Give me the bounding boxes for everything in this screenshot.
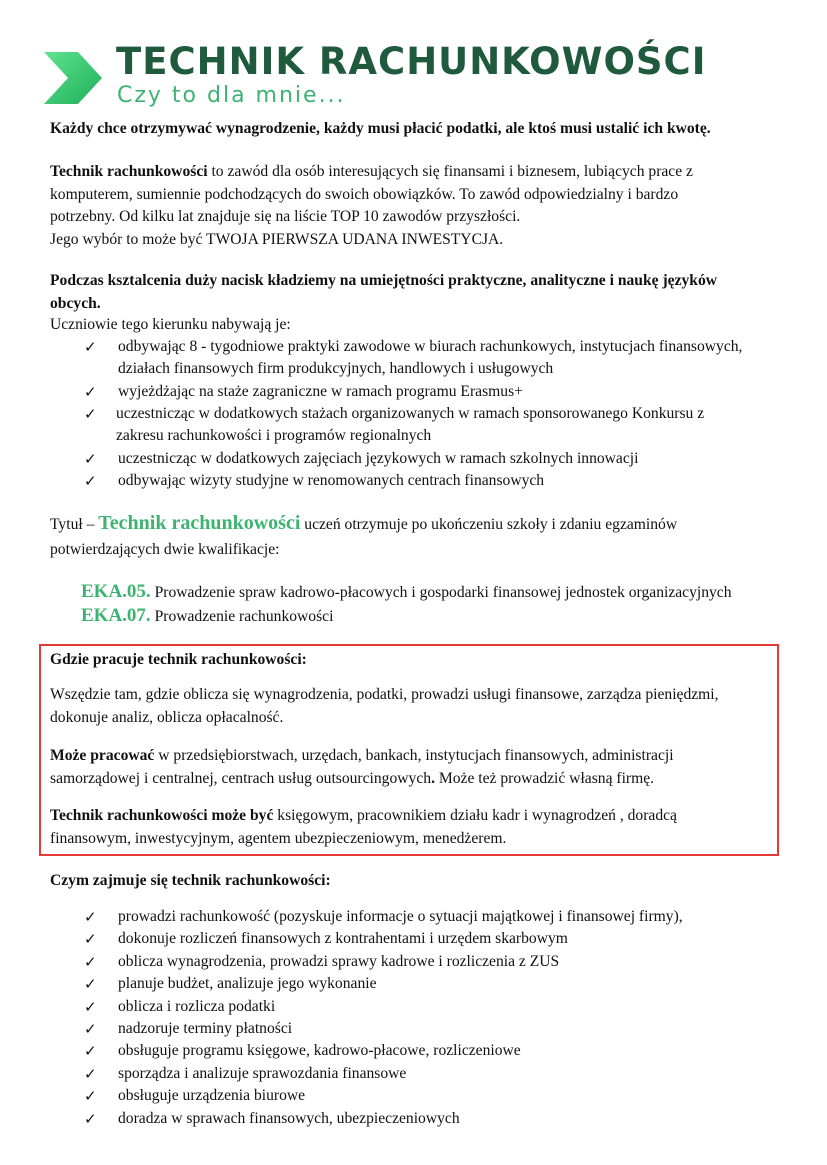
check-icon: ✓ — [84, 383, 97, 401]
title-highlight: Technik rachunkowości — [98, 512, 301, 534]
check-icon: ✓ — [84, 952, 97, 971]
check-icon: ✓ — [84, 1087, 97, 1106]
list-item: doradza w sprawach finansowych, ubezpieczeniowych — [118, 1109, 460, 1127]
list-item: odbywając 8 - tygodniowe praktyki zawodowe w biurach rachunkowych, instytucjach finansowych, — [118, 338, 743, 355]
check-icon: ✓ — [84, 450, 97, 468]
check-icon: ✓ — [84, 975, 97, 994]
training-heading: Podczas ksztalcenia duży nacisk kładziemy na umiejętności praktyczne, analityczne i naukę języków obcych. — [50, 272, 718, 312]
page-title: TECHNIK RACHUNKOWOŚCI — [116, 40, 707, 83]
check-icon: ✓ — [84, 930, 97, 949]
title-line-2: potwierdzających dwie kwalifikacje: — [50, 541, 280, 558]
list-item: uczestnicząc w dodatkowych stażach organizowanych w ramach sponsorowanego Konkursu z — [116, 405, 705, 422]
work-paragraph-2: Może pracować w przedsiębiorstwach, urzędach, bankach, instytucjach finansowych, administracji samorządowej i centralnej, centrach usług outsourcingowych. Może też prowadzić własną firmę. — [50, 747, 674, 787]
list-item-cont: działach finansowych firm produkcyjnych, handlowych i usługowych — [118, 360, 554, 377]
check-icon: ✓ — [84, 1020, 97, 1038]
list-item: obsługuje urządzenia biurowe — [118, 1087, 306, 1105]
qualification-row: EKA.07. Prowadzenie rachunkowości — [81, 605, 334, 626]
qualification-row: EKA.05. Prowadzenie spraw kadrowo-płacowych i gospodarki finansowej jednostek organizacyjnych — [81, 581, 732, 602]
check-icon: ✓ — [84, 1109, 97, 1128]
list-item: dokonuje rozliczeń finansowych z kontrahentami i urzędem skarbowym — [118, 930, 568, 948]
training-lead: Uczniowie tego kierunku nabywają je: — [50, 316, 291, 333]
intro-paragraph: Technik rachunkowości to zawód dla osób interesujących się finansami i biznesem, lubiących prace z komputerem, sumiennie podchodzących do swoich obowiązków. To zawód odpowiedzialny i bardzo potrzebny. Od kilku lat znajduje się na liście TOP 10 zawodów przyszłości. Jego wybór to może być TWOJA PIERWSZA UDANA INWESTYCJA. — [50, 163, 693, 248]
check-icon: ✓ — [84, 405, 97, 423]
list-item: nadzoruje terminy płatności — [118, 1020, 293, 1037]
list-item: wyjeżdżając na staże zagraniczne w ramach programu Erasmus+ — [118, 383, 523, 400]
duties-heading: Czym zajmuje się technik rachunkowości: — [50, 872, 331, 889]
check-icon: ✓ — [84, 1064, 97, 1083]
title-line: Tytuł – Technik rachunkowości uczeń otrzymuje po ukończeniu szkoły i zdaniu egzaminów — [50, 512, 678, 534]
check-icon: ✓ — [84, 1042, 97, 1061]
work-paragraph-1: Wszędzie tam, gdzie oblicza się wynagrodzenia, podatki, prowadzi usługi finansowe, zarządza pieniędzmi, dokonuje analiz, oblicza opłacalność. — [50, 686, 719, 726]
intro-headline: Każdy chce otrzymywać wynagrodzenie, każdy musi płacić podatki, ale ktoś musi ustalić ich kwotę. — [50, 120, 711, 137]
list-item: oblicza wynagrodzenia, prowadzi sprawy kadrowe i rozliczenia z ZUS — [118, 952, 560, 970]
list-item: prowadzi rachunkowość (pozyskuje informacje o sytuacji majątkowej i finansowej firmy), — [118, 908, 683, 925]
list-item: odbywając wizyty studyjne w renomowanych centrach finansowych — [118, 472, 545, 489]
qualification-code: EKA.05. — [81, 581, 151, 602]
qualification-code: EKA.07. — [81, 605, 151, 626]
list-item: uczestnicząc w dodatkowych zajęciach językowych w ramach szkolnych innowacji — [118, 450, 639, 467]
list-item: sporządza i analizuje sprawozdania finansowe — [118, 1064, 407, 1082]
list-item: planuje budżet, analizuje jego wykonanie — [118, 975, 377, 993]
green-chevron-icon — [44, 52, 102, 104]
intro-bold: Technik rachunkowości — [50, 163, 208, 180]
list-item: obsługuje programu księgowe, kadrowo-płacowe, rozliczeniowe — [118, 1042, 521, 1060]
page-subtitle: Czy to dla mnie... — [117, 83, 346, 108]
check-icon: ✓ — [84, 472, 97, 490]
list-item: oblicza i rozlicza podatki — [118, 997, 276, 1015]
list-item-cont: zakresu rachunkowości i programów regionalnych — [116, 427, 432, 444]
check-icon: ✓ — [84, 908, 97, 926]
work-paragraph-3: Technik rachunkowości może być księgowym, pracownikiem działu kadr i wynagrodzeń , doradcą finansowym, inwestycyjnym, agentem ubezpieczeniowym, menedżerem. — [50, 807, 677, 847]
work-heading: Gdzie pracuje technik rachunkowości: — [50, 651, 307, 668]
check-icon: ✓ — [84, 997, 97, 1016]
check-icon: ✓ — [84, 338, 97, 356]
